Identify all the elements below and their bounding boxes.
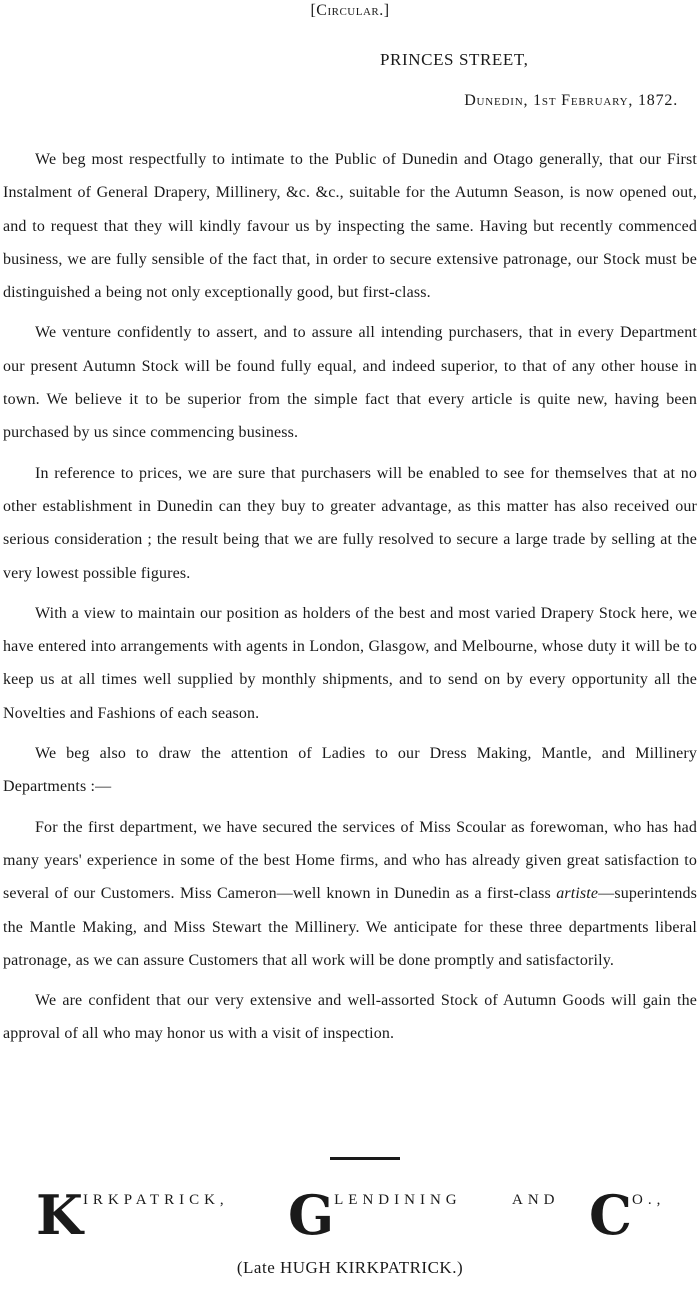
paragraph-1: We beg most respectfully to intimate to the Public of Dunedin and Otago generally, that our First Instalment of General Drapery, Millinery, &c. &c., suitable for the Autumn Season, is now opened out, and to request that they will kindly favour us by inspecting the same. Having but recently commenced business, we are fully sensible of the fact that, in order to secure extensive patronage, our Stock must be distinguished a being not only exceptionally good, but first-class. [3, 151, 697, 302]
paragraph-6-before: For the first department, we have secured the services of Miss Scoular as forewoman, who has had many years' experience in some of the best Home firms, and who has already given great satisfaction to several of our Customers. Miss Cameron—well known in Dunedin as a first-class [3, 818, 697, 903]
letter-body [3, 143, 697, 1051]
signature-c-initial: C [589, 1183, 632, 1247]
signature-co [589, 1183, 666, 1247]
firm-signature [36, 1183, 686, 1248]
artiste-word: artiste [556, 885, 599, 903]
paragraph-6-after: —superintends the Mantle Making, and Miss Stewart the Millinery. We anticipate for these three departments liberal patronage, as we can assure Customers that all work will be done promptly and satisfactorily. [3, 885, 697, 969]
paragraph-5: We beg also to draw the attention of Ladies to our Dress Making, Mantle, and Millinery Departments :— [3, 745, 697, 796]
paragraph-4: With a view to maintain our position as holders of the best and most varied Drapery Stock here, we have entered into arrangements with agents in London, Glasgow, and Melbourne, whose duty it will be to keep us at all times well supplied by monthly shipments, and to send on by every opportunity all the Novelties and Fashions of each season. [3, 604, 697, 722]
signature-k-rest: IRKPATRICK, [82, 1192, 229, 1208]
letter-date: Dunedin, 1st February, 1872. [464, 92, 678, 109]
street-address: PRINCES STREET, [380, 50, 529, 69]
signature-g-initial: G [288, 1183, 335, 1247]
signature-kirkpatrick [36, 1183, 229, 1247]
paragraph-2: We venture confidently to assert, and to assure all intending purchasers, that in every Department our present Autumn Stock will be found fully equal, and indeed superior, to that of any other house in town. We believe it to be superior from the simple fact that every article is quite new, having been purchased by us since commencing business. [3, 324, 697, 442]
paragraph-3: In reference to prices, we are sure that purchasers will be enabled to see for themselves that at no other establishment in Dunedin can they buy to greater advantage, as this matter has also received our serious consideration ; the result being that we are fully resolved to secure a large trade by selling at the very lowest possible figures. [3, 464, 697, 582]
signature-glendining [288, 1183, 462, 1247]
paragraph-6 [3, 811, 697, 977]
signature-and [512, 1188, 560, 1209]
signature-c-rest: O., [631, 1192, 666, 1208]
signature-g-rest: LENDINING [334, 1192, 462, 1208]
signature-k-initial: K [36, 1183, 83, 1247]
circular-heading: [Circular.] [310, 2, 390, 19]
paragraph-7: We are confident that our very extensive and well-assorted Stock of Autumn Goods will gain the approval of all who may honor us with a visit of inspection. [3, 992, 697, 1043]
divider-rule [330, 1157, 400, 1160]
late-proprietor: (Late HUGH KIRKPATRICK.) [236, 1258, 464, 1277]
signature-and-word: AND [512, 1192, 560, 1208]
